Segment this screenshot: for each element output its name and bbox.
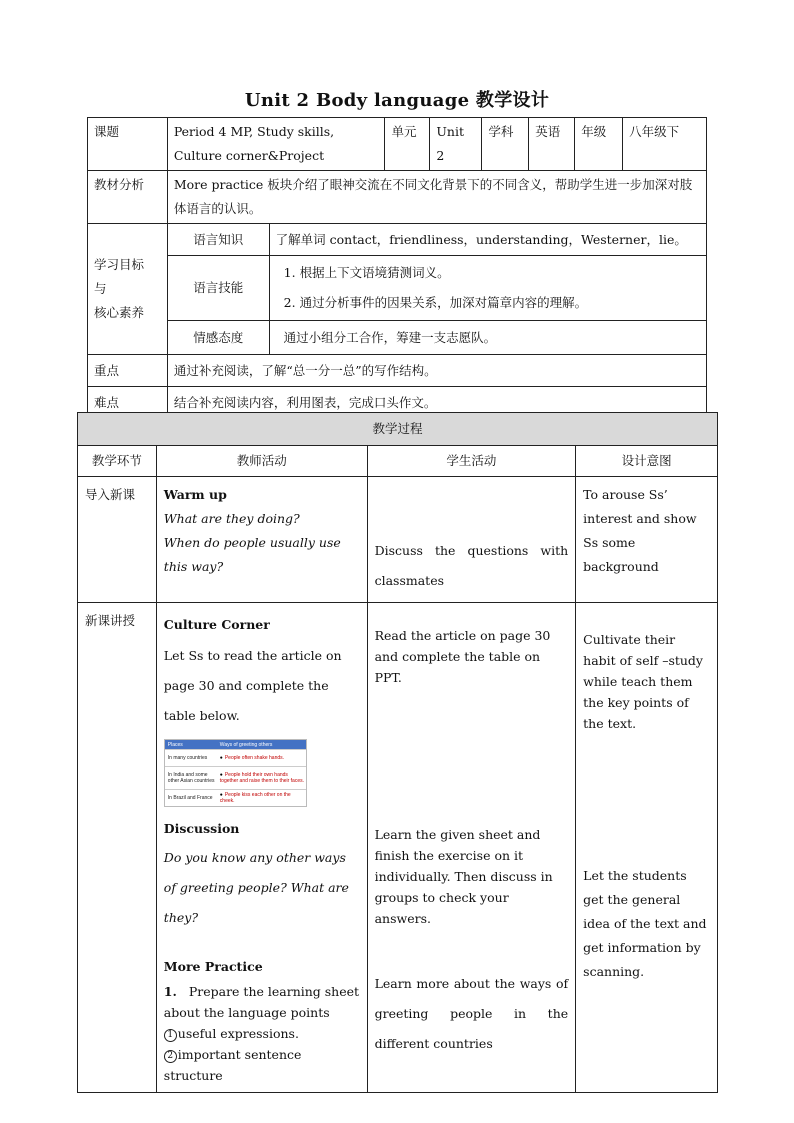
skills-value — [269, 256, 706, 321]
goals-label-line1: 学习目标 — [94, 257, 145, 272]
skills-item-1: 1. 根据上下文语境猜测词义。 — [283, 265, 450, 280]
goals-label-line3: 核心素养 — [94, 305, 145, 320]
subject-label: 学科 — [482, 118, 529, 171]
row2-teacher — [156, 603, 367, 1093]
warmup-question-2: When do people usually use this way? — [163, 535, 341, 574]
row1-student-text: Discuss the questions with classmates — [374, 543, 569, 588]
page-title: Unit 2 Body language 教学设计 — [244, 90, 550, 111]
unit-value: Unit 2 — [430, 118, 482, 171]
bullet-icon: ● — [219, 772, 223, 778]
thumb-row3-way: People kiss each other on the cheek. — [219, 792, 291, 804]
row2-intent-1: Cultivate their habit of self –study while teach them the key points of the text. — [583, 632, 703, 731]
goals-label-line2: 与 — [94, 281, 107, 296]
knowledge-label: 语言知识 — [167, 224, 269, 256]
unit-label: 单元 — [385, 118, 430, 171]
thumb-row3-place: In Brazil and France — [167, 795, 213, 801]
thumb-header-ways: Ways of greeting others — [219, 741, 273, 748]
thumb-row1-way: People often shake hands. — [224, 755, 285, 761]
topic-label: 课题 — [88, 118, 168, 171]
more-practice-sub-2 — [164, 1044, 360, 1086]
warmup-title: Warm up — [163, 487, 227, 502]
row2-student — [367, 603, 576, 1093]
grade-label: 年级 — [575, 118, 623, 171]
grade-value: 八年级下 — [623, 118, 707, 171]
row1-student — [367, 477, 576, 603]
row1-teacher — [156, 477, 367, 603]
analysis-label: 教材分析 — [88, 171, 168, 224]
item-number: 1. — [163, 984, 177, 999]
item-text: Prepare the learning sheet about the language points — [163, 984, 360, 1020]
warmup-question-1: What are they doing? — [163, 511, 300, 526]
sub-item-text-1: useful expressions. — [177, 1026, 299, 1041]
skills-item-2: 2. 通过分析事件的因果关系，加深对篇章内容的理解。 — [283, 295, 588, 310]
thumb-row1-place: In many countries — [167, 755, 208, 761]
subject-value: 英语 — [529, 118, 575, 171]
col-stage-header: 教学环节 — [78, 446, 157, 477]
lesson-info-table — [87, 117, 707, 419]
skills-label: 语言技能 — [167, 256, 269, 321]
row1-stage: 导入新课 — [78, 477, 157, 603]
discussion-question: Do you know any other ways of greeting people? What are they? — [163, 850, 349, 925]
col-intent-header: 设计意图 — [576, 446, 718, 477]
discussion-title: Discussion — [163, 821, 240, 836]
row2-stage: 新课讲授 — [78, 603, 157, 1093]
attitude-value: 通过小组分工合作，筹建一支志愿队。 — [269, 321, 706, 355]
key-label: 重点 — [88, 355, 168, 387]
row2-student-1: Read the article on page 30 and complete the table on PPT. — [374, 628, 551, 685]
attitude-label: 情感态度 — [167, 321, 269, 355]
thumb-row2-place: In India and some other Asian countries — [167, 772, 215, 784]
more-practice-item-1 — [164, 981, 360, 1023]
culture-corner-title: Culture Corner — [163, 617, 270, 632]
difficult-label: 难点 — [88, 387, 168, 419]
col-teacher-header: 教师活动 — [156, 446, 367, 477]
key-value: 通过补充阅读，了解“总一分一总”的写作结构。 — [167, 355, 706, 387]
col-student-header: 学生活动 — [367, 446, 576, 477]
topic-value: Period 4 MP, Study skills, Culture corner&Project — [167, 118, 385, 171]
sub-item-text-2: important sentence structure — [163, 1047, 302, 1083]
row2-student-3: Learn more about the ways of greeting people in the different countries — [374, 976, 569, 1051]
circled-number-1: 1 — [164, 1029, 177, 1042]
difficult-value: 结合补充阅读内容，利用图表，完成口头作文。 — [167, 387, 706, 419]
thumb-row2-way: People hold their own hands together and raise them to their faces. — [219, 772, 305, 784]
row2-student-2: Learn the given sheet and finish the exercise on it individually. Then discuss in groups to check your answers. — [374, 827, 553, 926]
thumb-header-places: Places — [167, 741, 183, 748]
knowledge-value: 了解单词 contact，friendliness，understanding，Westerner，lie。 — [269, 224, 706, 256]
bullet-icon: ● — [219, 792, 223, 798]
more-practice-title: More Practice — [163, 959, 263, 974]
process-heading: 教学过程 — [78, 413, 718, 446]
row1-intent: To arouse Ss’ interest and show Ss some background — [576, 477, 718, 603]
teaching-process-table — [77, 412, 718, 1093]
analysis-value: More practice 板块介绍了眼神交流在不同文化背景下的不同含义，帮助学生进一步加深对肢体语言的认识。 — [167, 171, 706, 224]
more-practice-sub-1 — [164, 1023, 360, 1044]
bullet-icon: ● — [219, 755, 223, 761]
culture-corner-text: Let Ss to read the article on page 30 and complete the table below. — [163, 648, 342, 723]
row2-intent — [576, 603, 718, 1093]
goals-label — [88, 224, 168, 355]
row2-intent-2: Let the students get the general idea of the text and get information by scanning. — [583, 868, 707, 979]
greeting-table-thumbnail — [164, 739, 307, 807]
circled-number-2: 2 — [164, 1050, 177, 1063]
